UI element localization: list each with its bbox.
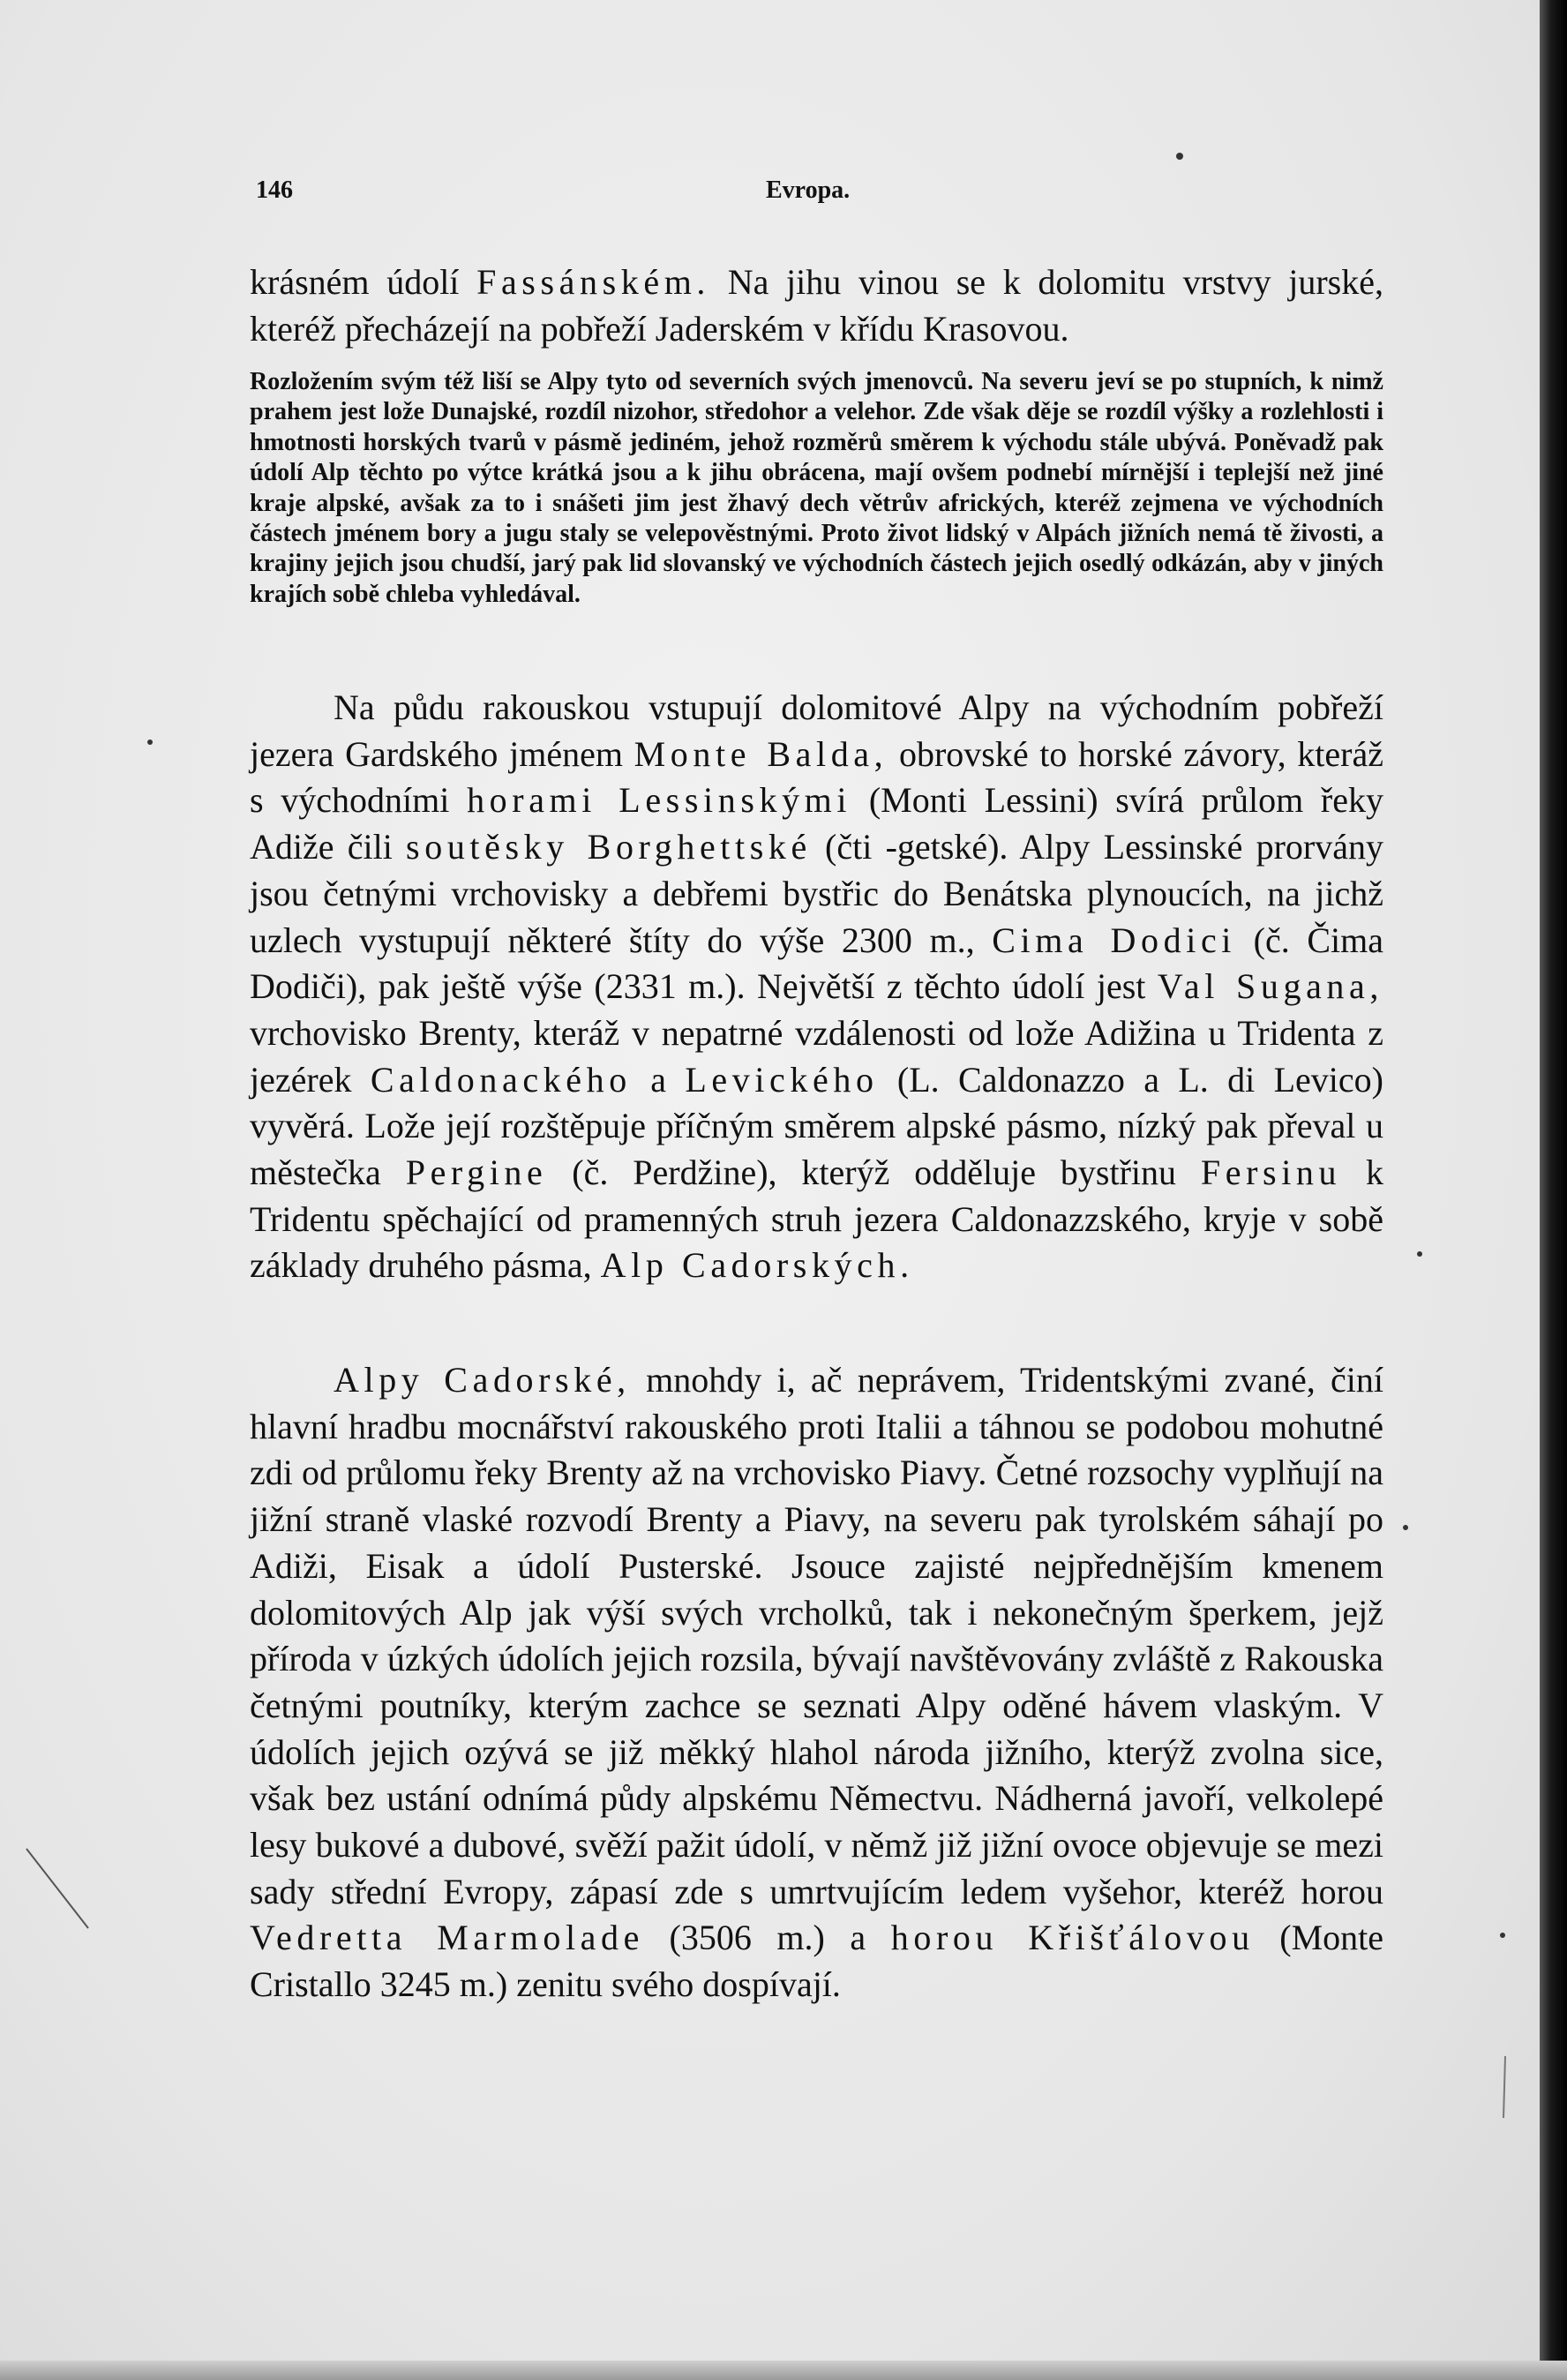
spaced-emphasis: Fersinu: [1200, 1152, 1342, 1193]
spaced-emphasis: Caldonackého: [370, 1059, 632, 1100]
paragraph-dolomites: Na půdu rakouskou vstupují dolomitové Alpy na východním pobřeží jezera Gardského jménem Monte Balda, obrovské to horské závory, kteráž s východními horami Lessinskými (Monti Lessini) svírá průlom řeky Adiže čili soutěsky Borghettské (čti -getské). Alpy Lessinské prorvány jsou četnými vrchovisky a debřemi bystřic do Benátska plynoucích, na jichž uzlech vystupují některé štíty do výše 2300 m., Cima Dodici (č. Čima Dodiči), pak ještě výše (2331 m.). Největší z těchto údolí jest Val Sugana, vrchovisko Brenty, kteráž v nepatrné vzdálenosti od lože Adižina u Tridenta z jezérek Caldonackého a Levického (L. Caldonazzo a L. di Levico) vyvěrá. Lože její rozštěpuje příčným směrem alpské pásmo, nízký pak převal u městečka Pergine (č. Perdžine), kterýž odděluje bystřinu Fersinu k Tridentu spěchající od pramenných struh jezera Caldonazzského, kryje v sobě základy druhého pásma, Alp Cadorských.: [250, 687, 1384, 1286]
page-number: 146: [256, 176, 293, 204]
spaced-emphasis: Pergine: [405, 1152, 548, 1193]
spaced-emphasis: Fassánském.: [476, 262, 711, 302]
spaced-emphasis: soutěsky Borghettské: [406, 827, 812, 867]
page-edge-bottom: [0, 2361, 1567, 2380]
running-title: Evropa.: [766, 176, 851, 204]
spaced-emphasis: horami Lessinskými: [467, 780, 852, 821]
paragraph-cadore-alps: Alpy Cadorské, mnohdy i, ač neprávem, Tridentskými zvané, činí hlavní hradbu mocnářství rakouského proti Italii a táhnou se podobou mohutné zdi od průlomu řeky Brenty až na vrchovisko Piavy. Četné rozsochy vyplňují na jižní straně vlaské rozvodí Brenty a Piavy, na severu pak tyrolském sáhají po Adiži, Eisak a údolí Pusterské. Jsouce zajisté nejpřednějším kmenem dolomitových Alp jak výší svých vrcholků, tak i nekonečným šperkem, jejž příroda v úzkých údolích jejich rozsila, bývají navštěvovány zvláště z Rakouska četnými poutníky, kterým zachce se seznati Alpy oděné hávem vlaským. V údolích jejich ozývá se již měkký hlahol národa jižního, kterýž zvolna sice, však bez ustání odnímá půdy alpskému Němectvu. Nádherná javoří, velkolepé lesy bukové a dubové, svěží pažit údolí, v němž již jižní ovoce objevuje se mezi sady střední Evropy, zápasí zde s umrtvujícím ledem vyšehor, kteréž horou Vedretta Marmolade (3506 m.) a horou Křišťálovou (Monte Cristallo 3245 m.) zenitu svého dospívají.: [250, 1360, 1383, 2005]
spaced-emphasis: Alp Cadorských.: [600, 1245, 914, 1286]
spaced-emphasis: Alpy Cadorské,: [334, 1360, 631, 1400]
scan-scratch: [26, 1849, 88, 1928]
spaced-emphasis: Cima Dodici: [992, 920, 1237, 960]
paragraph-continuation: krásném údolí Fassánském. Na jihu vinou se k dolomitu vrstvy jurské, kteréž přecházejí na pobřeží Jaderském v křídu Krasovou.: [250, 262, 1384, 349]
spaced-emphasis: Levického: [685, 1059, 879, 1100]
spaced-emphasis: Val Sugana,: [1157, 966, 1383, 1007]
paragraph-small-print: Rozložením svým též liší se Alpy tyto od severních svých jmenovců. Na severu jeví se po stupních, k nimž prahem jest lože Dunajské, rozdíl nizohor, středohor a velehor. Zde však děje se rozdíl výšky a rozlehlosti i hmotnosti horských tvarů v pásmě jediném, jehož rozměrů směrem k východu stále ubývá. Poněvadž pak údolí Alp těchto po výtce krátká jsou a k jihu obrácena, mají ovšem podnebí mírnější i teplejší než jiné kraje alpské, avšak za to i snášeti jim jest žhavý dech větrův afrických, kteréž zejmena ve východních částech jménem bory a jugu staly se velepověstnými. Proto život lidský v Alpách jižních nemá tě živosti, a krajiny jejich jsou chudší, jarý pak lid slovanský ve východních částech jejich osedlý odkázán, aby v jiných krajích sobě chleba vyhledával.: [250, 368, 1383, 608]
spaced-emphasis: Vedretta Marmolade: [250, 1918, 644, 1958]
scan-scratch: [1503, 2056, 1505, 2118]
spaced-emphasis: Monte Balda,: [634, 733, 888, 774]
spaced-emphasis: horou Křišťálovou: [890, 1918, 1255, 1958]
page-edge-right: [1540, 0, 1567, 2380]
